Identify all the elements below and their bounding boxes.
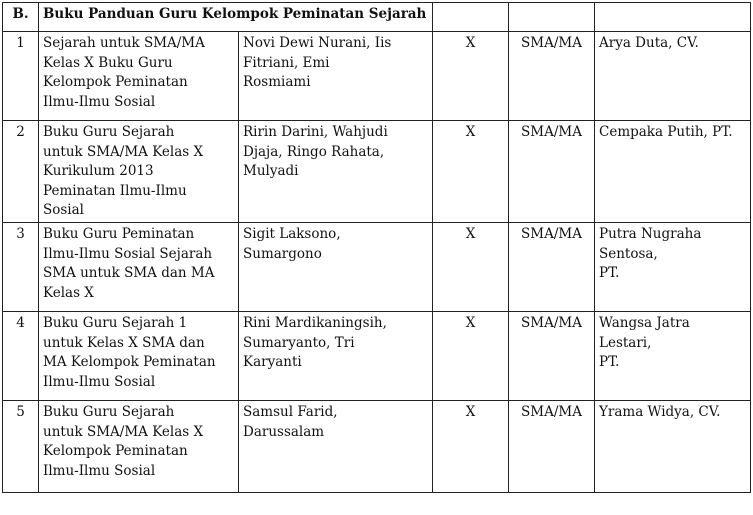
- book-class: X: [433, 121, 509, 223]
- book-publisher: Wangsa Jatra Lestari, PT.: [595, 312, 751, 401]
- section-header-empty-cell: [509, 3, 595, 32]
- row-number: 4: [3, 312, 39, 401]
- book-title: Buku Guru Sejarah untuk SMA/MA Kelas X Kurikulum 2013 Peminatan Ilmu-Ilmu Sosial: [39, 121, 239, 223]
- book-title: Buku Guru Peminatan Ilmu-Ilmu Sosial Sejarah SMA untuk SMA dan MA Kelas X: [39, 223, 239, 312]
- book-title: Sejarah untuk SMA/MA Kelas X Buku Guru Kelompok Peminatan Ilmu-Ilmu Sosial: [39, 32, 239, 121]
- book-level: SMA/MA: [509, 32, 595, 121]
- table-row: [3, 312, 751, 401]
- book-publisher: Putra Nugraha Sentosa, PT.: [595, 223, 751, 312]
- book-authors: Novi Dewi Nurani, Iis Fitriani, Emi Rosmiami: [239, 32, 433, 121]
- section-title: Buku Panduan Guru Kelompok Peminatan Sejarah: [39, 3, 433, 32]
- section-header-empty-cell: [433, 3, 509, 32]
- book-class: X: [433, 223, 509, 312]
- book-class: X: [433, 32, 509, 121]
- book-authors: Sigit Laksono, Sumargono: [239, 223, 433, 312]
- book-class: X: [433, 401, 509, 493]
- table-row: [3, 401, 751, 493]
- book-authors: Samsul Farid, Darussalam: [239, 401, 433, 493]
- book-level: SMA/MA: [509, 223, 595, 312]
- book-level: SMA/MA: [509, 312, 595, 401]
- book-title: Buku Guru Sejarah untuk SMA/MA Kelas X Kelompok Peminatan Ilmu-Ilmu Sosial: [39, 401, 239, 493]
- book-publisher: Cempaka Putih, PT.: [595, 121, 751, 223]
- book-level: SMA/MA: [509, 121, 595, 223]
- row-number: 5: [3, 401, 39, 493]
- book-publisher: Yrama Widya, CV.: [595, 401, 751, 493]
- book-level: SMA/MA: [509, 401, 595, 493]
- section-header-row: [3, 3, 751, 32]
- table-row: [3, 121, 751, 223]
- book-publisher: Arya Duta, CV.: [595, 32, 751, 121]
- section-code: B.: [3, 3, 39, 32]
- row-number: 3: [3, 223, 39, 312]
- book-title: Buku Guru Sejarah 1 untuk Kelas X SMA dan MA Kelompok Peminatan Ilmu-Ilmu Sosial: [39, 312, 239, 401]
- book-class: X: [433, 312, 509, 401]
- section-header-empty-cell: [595, 3, 751, 32]
- table-row: [3, 223, 751, 312]
- book-table: [2, 2, 751, 493]
- table-row: [3, 32, 751, 121]
- row-number: 2: [3, 121, 39, 223]
- book-authors: Ririn Darini, Wahjudi Djaja, Ringo Rahata, Mulyadi: [239, 121, 433, 223]
- book-authors: Rini Mardikaningsih, Sumaryanto, Tri Karyanti: [239, 312, 433, 401]
- row-number: 1: [3, 32, 39, 121]
